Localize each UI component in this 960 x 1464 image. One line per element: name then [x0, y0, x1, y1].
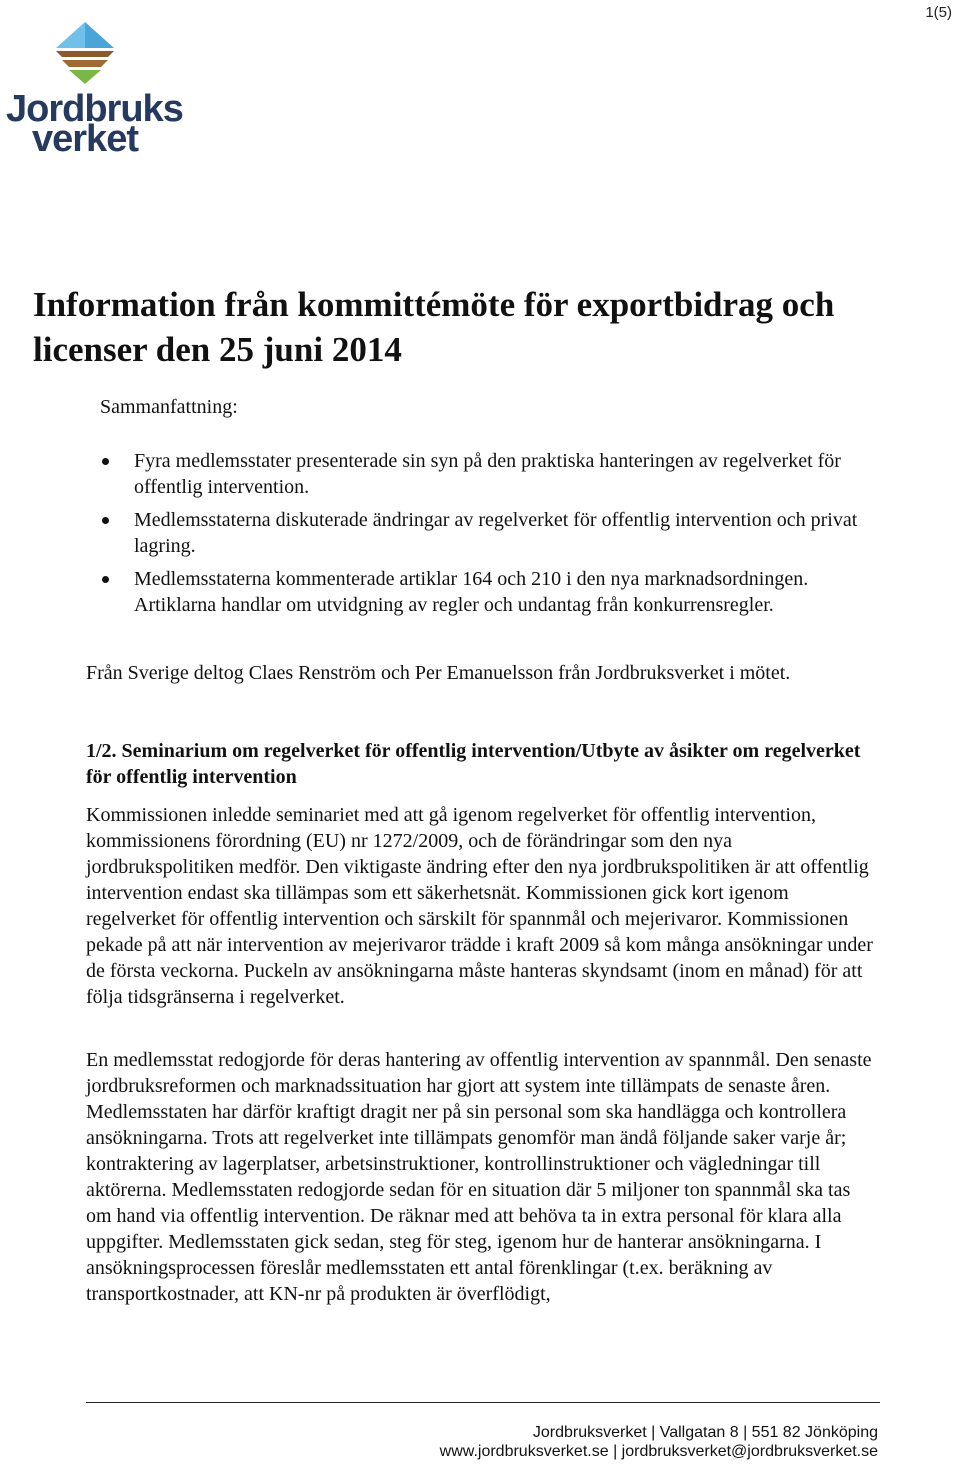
- list-item-text: Fyra medlemsstater presenterade sin syn på den praktiska hanteringen av regelverket för offentlig intervention.: [134, 450, 841, 498]
- footer-divider: [86, 1402, 880, 1403]
- logo-text-line1: Jordbruks: [6, 88, 183, 130]
- list-item-text: Medlemsstaterna kommenterade artiklar 164 och 210 i den nya marknadsordningen. Artiklarna handlar om utvidgning av regler och undantag från konkurrensregler.: [134, 568, 809, 616]
- participants-paragraph: Från Sverige deltog Claes Renström och Per Emanuelsson från Jordbruksverket i mötet.: [86, 662, 791, 684]
- logo-text-line2: verket: [32, 118, 138, 160]
- list-item: [100, 566, 880, 618]
- bullet-icon: [102, 576, 109, 583]
- bullet-icon: [102, 517, 109, 524]
- list-item: [100, 448, 880, 500]
- body-paragraph: Kommissionen inledde seminariet med att gå igenom regelverket för offentlig intervention, kommissionens förordning (EU) nr 1272/2009, och de förändringar som den nya jordbrukspolitiken medför. Den viktigaste ändring efter den nya jordbrukspolitiken är att offentlig intervention endast ska tillämpas som ett säkerhetsnät. Kommissionen gick kort igenom regelverket för offentlig intervention och särskilt för spannmål och mejerivaror. Kommissionen pekade på att när intervention av mejerivaror trädde i kraft 2009 så kom många ansökningar under de första veckorna. Puckeln av ansökningarna måste hanteras skyndsamt (inom en månad) för att följa tidsgränserna i regelverket.: [86, 804, 873, 1008]
- logo-emblem-icon: [50, 18, 120, 88]
- section-heading: 1/2. Seminarium om regelverket för offentlig intervention/Utbyte av åsikter om regelverket för offentlig intervention: [86, 740, 861, 788]
- jordbruksverket-logo: [4, 18, 183, 160]
- summary-list: [100, 448, 880, 625]
- list-item-text: Medlemsstaterna diskuterade ändringar av regelverket för offentlig intervention och privat lagring.: [134, 509, 858, 557]
- summary-label: Sammanfattning:: [100, 396, 238, 418]
- list-item: [100, 507, 880, 559]
- body-paragraph: En medlemsstat redogjorde för deras hantering av offentlig intervention av spannmål. Den senaste jordbruksreformen och marknadssituation har gjort att system inte tillämpats de senaste åren. Medlemsstaten har därför kraftigt dragit ner på sin personal som ska handlägga och kontrollera ansökningarna. Trots att regelverket inte tillämpats genomför man ändå följande saker varje år; kontraktering av lagerplatser, arbetsinstruktioner, kontrollinstruktioner och vägledningar till aktörerna. Medlemsstaten redogjorde sedan för en situation där 5 miljoner ton spannmål ska tas om hand via offentlig intervention. De räknar med att behöva ta in extra personal för klara alla uppgifter. Medlemsstaten gick sedan, steg för steg, igenom hur de hanterar ansökningarna. I ansökningsprocessen föreslår medlemsstaten ett antal förenklingar (t.ex. beräkning av transportkostnader, att KN-nr på produkten är överflödigt,: [86, 1049, 872, 1305]
- footer-contact: www.jordbruksverket.se | jordbruksverket@jordbruksverket.se: [439, 1443, 878, 1460]
- footer-address: Jordbruksverket | Vallgatan 8 | 551 82 Jönköping: [532, 1424, 878, 1441]
- document-title: Information från kommittémöte för exportbidrag och licenser den 25 juni 2014: [33, 285, 835, 369]
- bullet-icon: [102, 458, 109, 465]
- page-number: 1(5): [925, 4, 952, 21]
